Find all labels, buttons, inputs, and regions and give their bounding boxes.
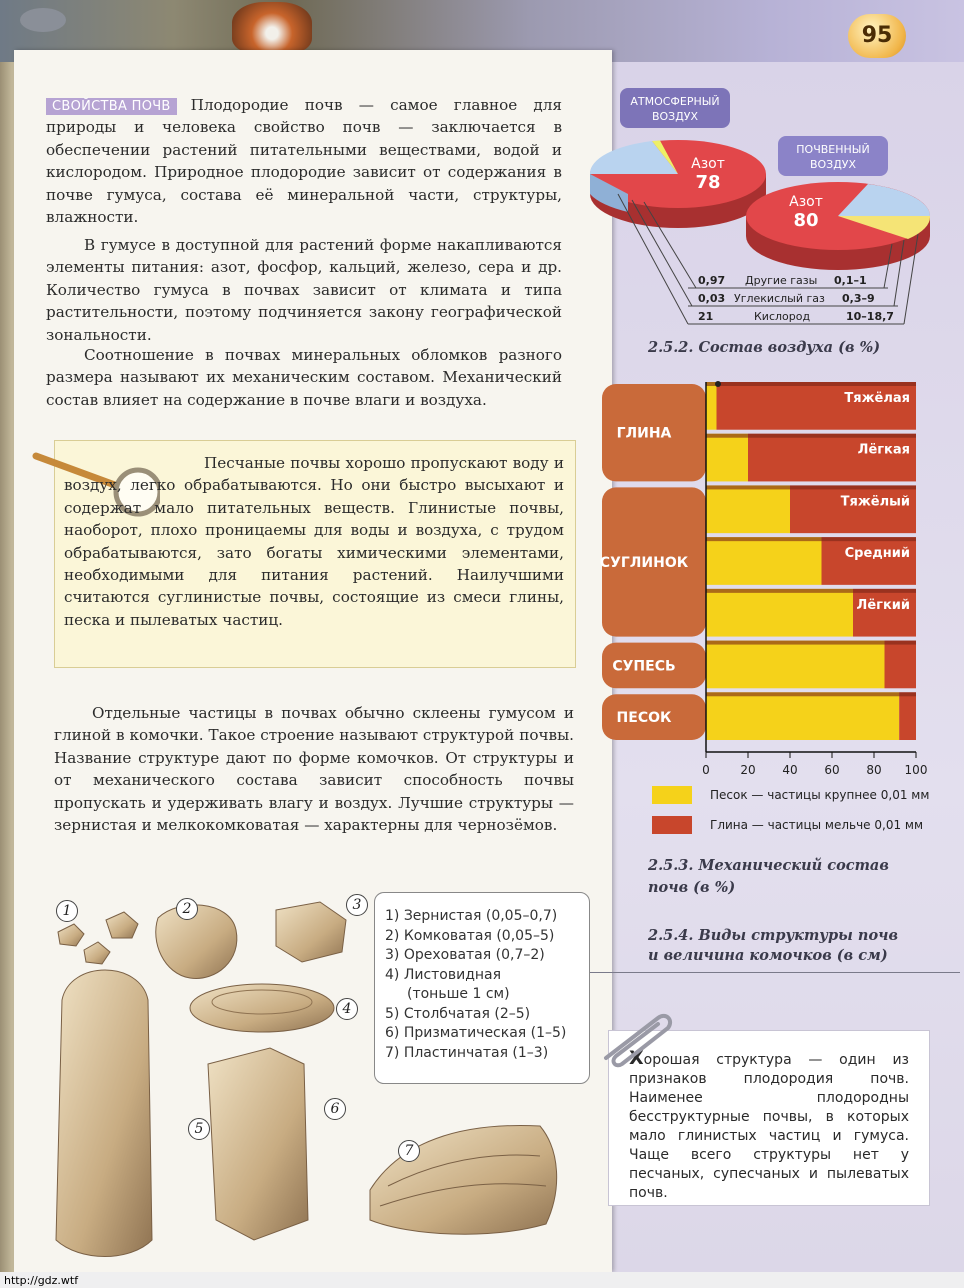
atm-co2: 0,03 (698, 292, 726, 305)
air-composition-figure (588, 84, 938, 334)
row-top-0 (706, 382, 916, 386)
structure-item: 5) Столбчатая (2–5) (385, 1005, 531, 1022)
footer-strip (0, 1272, 964, 1288)
structure-item: 1) Зернистая (0,05–0,7) (385, 908, 558, 924)
clay-bar-6 (899, 692, 916, 740)
sand-bar-3 (706, 537, 822, 585)
soil-label-1: ПОЧВЕННЫЙ (796, 143, 870, 156)
soil-nitrogen-label: Азот (789, 194, 823, 210)
category-label-4: Лёгкий (856, 597, 910, 613)
x-tick-label-100: 100 (904, 763, 928, 777)
soil-label-2: ВОЗДУХ (809, 158, 857, 171)
structure-number-1: 1 (56, 900, 78, 922)
sand-bar-2 (706, 485, 790, 533)
group-label-1: СУГЛИНОК (599, 555, 689, 571)
atm-nitrogen-value: 78 (695, 172, 721, 193)
page-number: 95 (848, 14, 906, 58)
row-label-co2: Углекислый газ (734, 292, 825, 305)
legend-clay: Глина — частицы мельче 0,01 мм (710, 818, 924, 832)
caption-fig-2-5-4-line2: и величина комочков (в см) (648, 947, 888, 964)
row-top-1 (706, 434, 916, 438)
atm-other-gases: 0,97 (698, 274, 726, 287)
structure-number-7: 7 (398, 1140, 420, 1162)
caption-fig-2-5-3-line1: 2.5.3. Механический состав (648, 857, 889, 874)
x-tick-label-60: 60 (824, 763, 840, 777)
category-label-0: Тяжёлая (844, 391, 910, 406)
atm-label-1: АТМОСФЕРНЫЙ (630, 95, 720, 108)
info-text: орошая структура — один из признаков плодородия почв. Наименее плодородны бесструктурные почвы, в которых мало глинистых частиц и гумуса. Чаще всего структуры нет у песчаных, супесчаных и пылеватых почв. (629, 1052, 909, 1201)
note-text: Песчаные почвы хорошо пропускают воду и воздух, легко обрабатываются. Но они быстро высыхают и содержат мало питательных веществ. Глинистые почвы, наоборот, плохо проницаемы для воды и воздуха, с трудом обрабатываются, зато богаты химическими элементами, необходимыми для питания растений. Наилучшими считаются суглинистые почвы, состоящие из смеси глины, песка и пылеватых частиц. (64, 454, 564, 629)
row-top-6 (706, 692, 916, 696)
mechanical-composition-chart (596, 374, 942, 786)
paragraph-2: В гумусе в доступной для растений форме накапливаются элементы питания: азот, фосфор, кальций, железо, сера и др. Количество гумуса в почвах зависит от климата и типа растительности, поэтому подчиняется закону географической зональности. (46, 236, 562, 344)
bird-image (20, 8, 66, 32)
caption-fig-2-5-4-line1: 2.5.4. Виды структуры почв (648, 927, 898, 944)
atm-label-2: ВОЗДУХ (651, 110, 699, 123)
sand-bar-6 (706, 692, 899, 740)
soil-oxygen: 10–18,7 (846, 310, 894, 323)
category-label-3: Средний (844, 546, 910, 562)
paragraph-3: Соотношение в почвах минеральных обломков разного размера называют их механическим составом. Механический состав влияет на содержание в почве влаги и воздуха. (46, 346, 562, 409)
structure-item: (тоньше 1 см) (407, 986, 510, 1002)
soil-co2: 0,3–9 (842, 292, 875, 305)
structure-item: 6) Призматическая (1–5) (385, 1025, 567, 1041)
group-label-0: ГЛИНА (616, 425, 672, 442)
category-label-1: Лёгкая (857, 442, 910, 458)
fox-image (232, 2, 312, 54)
row-label-oxygen: Кислород (754, 310, 811, 323)
caption-fig-2-5-3-line2: почв (в %) (648, 879, 736, 896)
group-label-2: СУПЕСЬ (612, 658, 676, 675)
structure-item: 2) Комковатая (0,05–5) (385, 927, 555, 944)
category-label-2: Тяжёлый (840, 494, 910, 510)
soil-nitrogen-value: 80 (793, 210, 819, 231)
divider-line (590, 972, 960, 973)
legend-sand: Песок — частицы крупнее 0,01 мм (710, 788, 930, 802)
structure-number-2: 2 (176, 898, 198, 920)
structure-item: 7) Пластинчатая (1–3) (385, 1044, 549, 1061)
row-top-2 (706, 485, 916, 489)
row-label-other-gases: Другие газы (745, 274, 818, 287)
legend-swatch-clay (652, 816, 692, 834)
sand-bar-4 (706, 589, 853, 637)
x-tick-label-40: 40 (782, 763, 798, 777)
row-top-4 (706, 589, 916, 593)
soil-other-gases: 0,1–1 (834, 274, 867, 287)
section-label: СВОЙСТВА ПОЧВ (46, 98, 177, 115)
sand-bar-0 (706, 382, 717, 430)
structure-item: 3) Ореховатая (0,7–2) (385, 947, 545, 963)
sand-bar-1 (706, 434, 748, 482)
structure-number-3: 3 (346, 894, 368, 916)
sand-bar-5 (706, 641, 885, 689)
structure-number-6: 6 (324, 1098, 346, 1120)
structure-number-4: 4 (336, 998, 358, 1020)
row-top-5 (706, 641, 916, 645)
atm-oxygen: 21 (698, 310, 714, 323)
legend-swatch-sand (652, 786, 692, 804)
group-label-3: ПЕСОК (616, 710, 672, 727)
x-tick-label-0: 0 (702, 763, 710, 777)
book-spine (0, 62, 14, 1272)
atm-nitrogen-label: Азот (691, 156, 725, 172)
paperclip-icon (596, 1008, 676, 1068)
structure-item: 4) Листовидная (385, 966, 502, 983)
structure-legend (374, 892, 590, 1084)
x-tick-label-20: 20 (740, 763, 756, 777)
paragraph-4: Отдельные частицы в почвах обычно склеены гумусом и глиной в комочки. Такое строение называют структурой почвы. Название структуре дают по форме комочков. От структуры и от механического состава зависит способность почвы пропускать и удерживать влагу и воздух. Лучшие структуры — зернистая и мелкокомковатая — характерны для чернозёмов. (54, 704, 574, 835)
row-top-3 (706, 537, 916, 541)
info-first-letter: Х (629, 1047, 644, 1069)
paragraph-1: СВОЙСТВА ПОЧВ Плодородие почв — самое главное для природы и человека свойство почв — заключается в обеспечении растений питательными веществами, водой и кислородом. Природное плодородие зависит от содержания в почве гумуса, состава её минеральной части, структуры, влажности. (46, 96, 562, 227)
caption-fig-2-5-2: 2.5.2. Состав воздуха (в %) (648, 339, 881, 356)
clay-bar-5 (885, 641, 917, 689)
structure-number-5: 5 (188, 1118, 210, 1140)
footer-url: http://gdz.wtf (4, 1274, 79, 1287)
x-tick-label-80: 80 (866, 763, 882, 777)
